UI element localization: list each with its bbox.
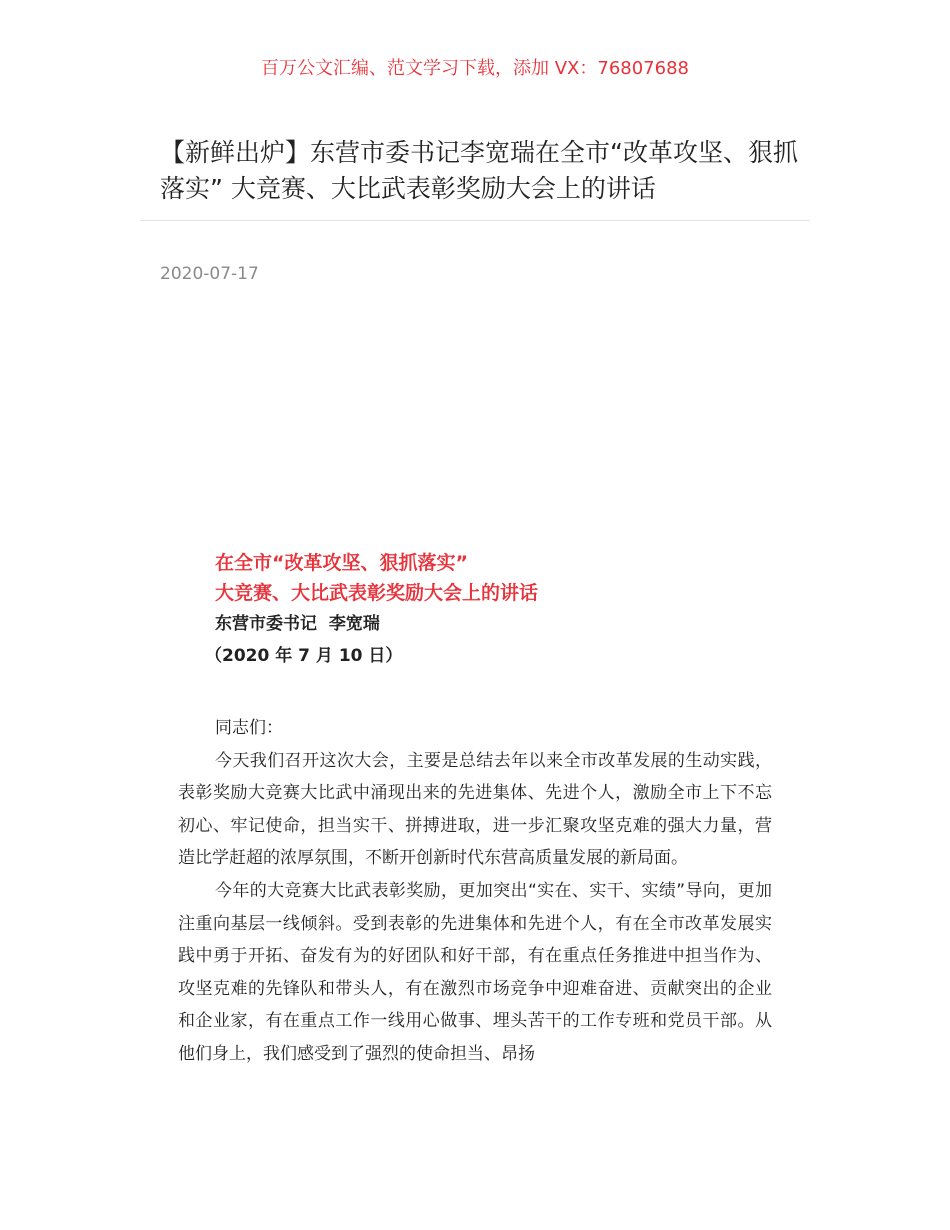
paragraph-2: 今年的大竞赛大比武表彰奖励，更加突出“实在、实干、实绩”导向，更加注重向基层一线倾斜。受到表彰的先进集体和先进个人，有在全市改革发展实践中勇于开拓、奋发有为的好团队和好干部，有在重点任务推进中担当作为、攻坚克难的先锋队和带头人，有在激烈市场竞争中迎难奋进、贡献突出的企业和企业家，有在重点工作一线用心做事、埋头苦干的工作专班和党员干部。从他们身上，我们感受到了强烈的使命担当、昂扬	[178, 880, 772, 1064]
speaker-line: 东营市委书记 李宽瑞	[215, 614, 380, 634]
watermark-banner: 百万公文汇编、范文学习下载，添加 VX：76807688	[261, 58, 689, 79]
title-divider	[140, 220, 810, 221]
speech-heading	[205, 548, 775, 672]
speech-date: （2020 年 7 月 10 日）	[205, 646, 403, 666]
publish-date: 2020-07-17	[160, 264, 259, 284]
paragraph-1: 今天我们召开这次大会，主要是总结去年以来全市改革发展的生动实践，表彰奖励大竞赛大比武中涌现出来的先进集体、先进个人，激励全市上下不忘初心、牢记使命，担当实干、拼搏进取，进一步汇聚攻坚克难的强大力量，营造比学赶超的浓厚氛围，不断开创新时代东营高质量发展的新局面。	[178, 750, 772, 869]
salutation: 同志们：	[215, 718, 283, 738]
speech-title-line-2: 大竞赛、大比武表彰奖励大会上的讲话	[215, 582, 539, 604]
speech-title-line-1: 在全市“改革攻坚、狠抓落实”	[215, 552, 468, 574]
speech-body	[178, 712, 772, 1071]
article-title: 【新鲜出炉】东营市委书记李宽瑞在全市“改革攻坚、狠抓落实” 大竞赛、大比武表彰奖励大会上的讲话	[160, 138, 798, 203]
